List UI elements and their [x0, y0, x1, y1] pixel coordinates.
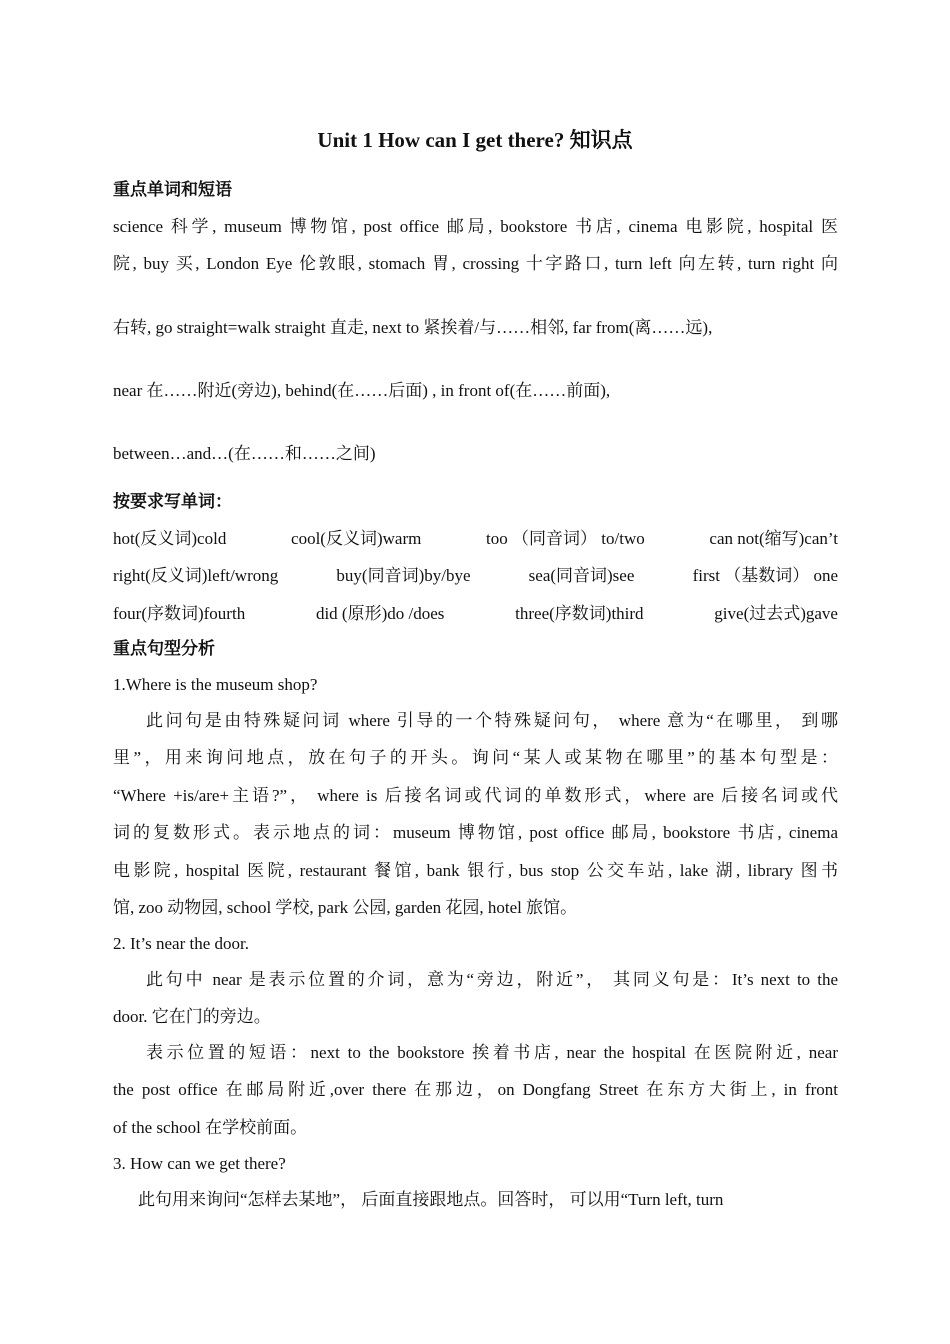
word-form-item: four(序数词)fourth — [113, 604, 246, 623]
explanation-line: door. 它在门的旁边。 — [113, 1007, 271, 1026]
section-heading-word-forms: 按要求写单词： — [113, 492, 232, 512]
word-form-item: three(序数词)third — [515, 604, 644, 623]
explanation-line: 词的复数形式。表示地点的词：museum 博物馆, post office 邮局, bookstore 书店, cinema — [113, 823, 838, 842]
word-form-item: right(反义词)left/wrong — [113, 566, 279, 585]
explanation-line: the post office 在邮局附近,over there 在那边，on Dongfang Street 在东方大街上, in front — [113, 1080, 838, 1099]
word-form-item: buy(同音词)by/bye — [336, 566, 471, 585]
word-form-item: did (原形)do /does — [315, 604, 445, 623]
word-form-row — [113, 563, 838, 589]
vocabulary-line: 院, buy 买, London Eye 伦敦眼, stomach 胃, crossing 十字路口, turn left 向左转, turn right 向 — [113, 254, 838, 273]
word-form-row — [113, 526, 838, 552]
vocabulary-line: science 科学, museum 博物馆, post office 邮局, bookstore 书店, cinema 电影院, hospital 医 — [113, 217, 838, 236]
explanation-line: of the school 在学校前面。 — [113, 1118, 308, 1137]
explanation-line: “Where +is/are+主语?”， where is 后接名词或代词的单数形式，where are 后接名词或代 — [113, 786, 838, 805]
word-form-row — [113, 601, 838, 627]
section-heading-sentence-patterns: 重点句型分析 — [113, 639, 215, 659]
word-form-item: give(过去式)gave — [714, 604, 838, 623]
explanation-line: 里”，用来询问地点，放在句子的开头。询问“某人或某物在哪里”的基本句型是： — [113, 748, 838, 767]
explanation-line: 此句中 near 是表示位置的介词，意为“旁边，附近”， 其同义句是：It’s next to the — [146, 970, 838, 989]
section-heading-vocabulary: 重点单词和短语 — [113, 180, 232, 200]
explanation-line: 表示位置的短语：next to the bookstore 挨着书店, near the hospital 在医院附近, near — [146, 1043, 838, 1062]
explanation-line: 电影院, hospital 医院, restaurant 餐馆, bank 银行, bus stop 公交车站, lake 湖, library 图书 — [113, 861, 838, 880]
word-form-item: cool(反义词)warm — [291, 529, 422, 548]
word-form-item: first （基数词） one — [692, 566, 838, 585]
explanation-line: 此句用来询问“怎样去某地”， 后面直接跟地点。回答时， 可以用“Turn left, turn — [138, 1190, 724, 1209]
vocabulary-line: near 在……附近(旁边), behind(在……后面) , in front of(在……前面), — [113, 381, 611, 400]
vocabulary-line: 右转, go straight=walk straight 直走, next to 紧挨着/与……相邻, far from(离……远), — [113, 318, 713, 337]
sentence-question-1: 1.Where is the museum shop? — [113, 675, 318, 694]
word-form-item: sea(同音词)see — [528, 566, 635, 585]
sentence-question-3: 3. How can we get there? — [113, 1154, 286, 1173]
vocabulary-line: between…and…(在……和……之间) — [113, 444, 376, 463]
page-title: Unit 1 How can I get there? 知识点 — [317, 128, 633, 152]
sentence-question-2: 2. It’s near the door. — [113, 934, 249, 953]
explanation-line: 馆, zoo 动物园, school 学校, park 公园, garden 花园, hotel 旅馆。 — [113, 898, 578, 917]
explanation-line: 此问句是由特殊疑问词 where 引导的一个特殊疑问句， where 意为“在哪里， 到哪 — [146, 711, 838, 730]
word-form-item: can not(缩写)can’t — [709, 529, 838, 548]
word-form-item: too （同音词） to/two — [486, 529, 645, 548]
word-form-item: hot(反义词)cold — [113, 529, 227, 548]
